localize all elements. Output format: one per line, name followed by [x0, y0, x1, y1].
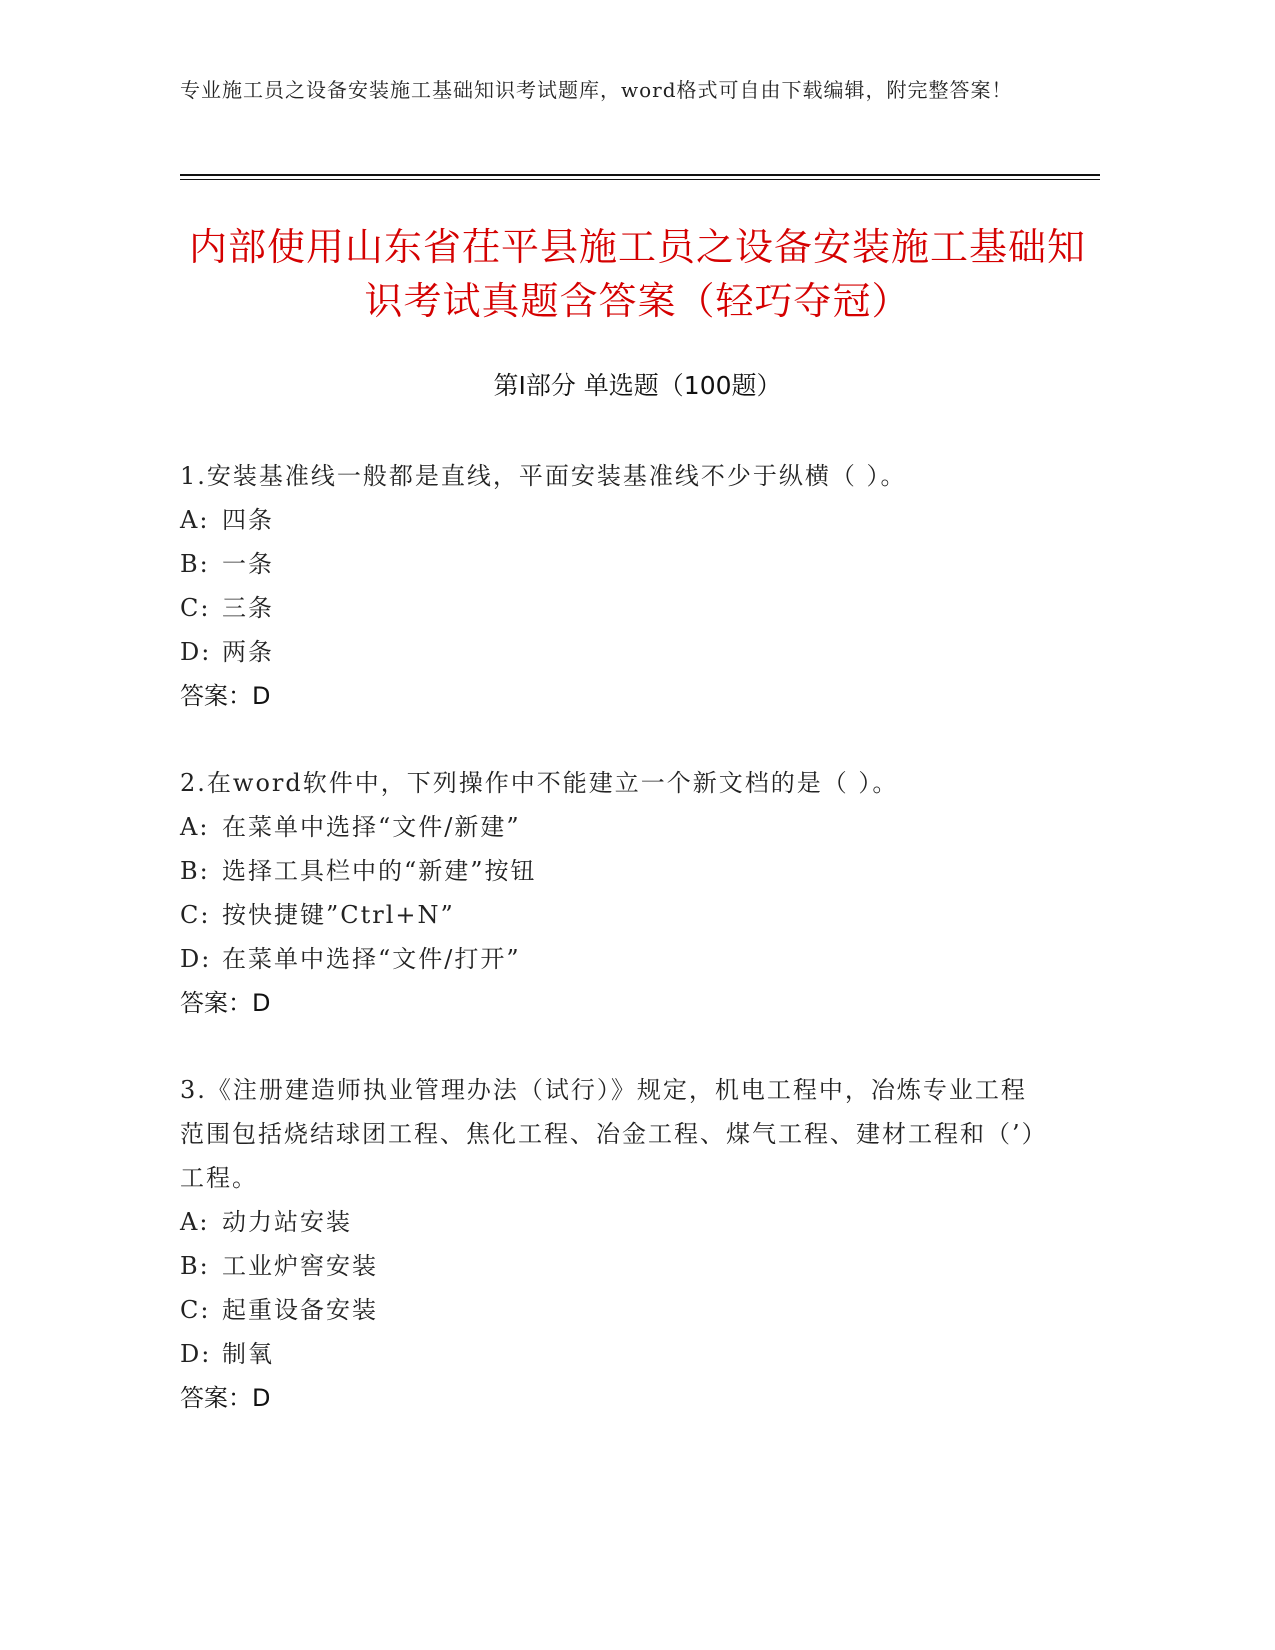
option-c	[180, 586, 1040, 630]
option-text: 制氧	[222, 1340, 274, 1368]
option-key: B:	[180, 550, 210, 578]
option-key: D:	[180, 945, 212, 973]
option-text: 工业炉窖安装	[222, 1252, 378, 1280]
option-d	[180, 1332, 1040, 1376]
option-c	[180, 893, 1040, 937]
option-key: D:	[180, 638, 212, 666]
option-text: 起重设备安装	[222, 1296, 378, 1324]
option-text: 选择工具栏中的“新建”按钮	[222, 857, 537, 885]
option-d	[180, 937, 1040, 981]
option-key: C:	[180, 1296, 211, 1324]
answer-line: 答案：D	[180, 1384, 271, 1412]
option-key: B:	[180, 1252, 210, 1280]
question-stem: 2.在word软件中，下列操作中不能建立一个新文档的是（ ）。	[180, 769, 899, 797]
header-divider-thick	[180, 174, 1100, 176]
option-d	[180, 630, 1040, 674]
question-list	[180, 454, 1040, 1463]
option-key: C:	[180, 594, 211, 622]
option-text: 按快捷键”Ctrl+N”	[222, 901, 455, 929]
option-key: C:	[180, 901, 211, 929]
option-text: 三条	[222, 594, 274, 622]
option-b	[180, 849, 1040, 893]
option-a	[180, 805, 1040, 849]
document-title: 内部使用山东省茌平县施工员之设备安装施工基础知识考试真题含答案（轻巧夺冠）	[188, 225, 1086, 323]
question-3	[180, 1068, 1040, 1420]
option-a	[180, 1200, 1040, 1244]
header-divider-thin	[180, 179, 1100, 180]
option-key: A:	[180, 813, 210, 841]
option-a	[180, 498, 1040, 542]
question-stem: 3.《注册建造师执业管理办法（试行）》规定，机电工程中，冶炼专业工程范围包括烧结球团工程、焦化工程、冶金工程、煤气工程、建材工程和（’）工程。	[180, 1076, 1036, 1192]
answer-line: 答案：D	[180, 989, 271, 1017]
option-text: 在菜单中选择“文件/新建”	[222, 813, 521, 841]
question-stem: 1.安装基准线一般都是直线，平面安装基准线不少于纵横（ ）。	[180, 462, 907, 490]
option-text: 动力站安装	[222, 1208, 352, 1236]
question-1	[180, 454, 1040, 718]
question-2	[180, 761, 1040, 1025]
option-text: 四条	[222, 506, 274, 534]
option-text: 两条	[222, 638, 274, 666]
option-key: A:	[180, 1208, 210, 1236]
option-key: A:	[180, 506, 210, 534]
option-key: B:	[180, 857, 210, 885]
answer-line: 答案：D	[180, 682, 271, 710]
option-text: 一条	[222, 550, 274, 578]
option-b	[180, 1244, 1040, 1288]
option-c	[180, 1288, 1040, 1332]
section-title: 第Ⅰ部分 单选题（100题）	[493, 371, 782, 400]
header-note: 专业施工员之设备安装施工基础知识考试题库，word格式可自由下载编辑，附完整答案！	[180, 78, 1013, 102]
option-key: D:	[180, 1340, 212, 1368]
option-text: 在菜单中选择“文件/打开”	[222, 945, 521, 973]
option-b	[180, 542, 1040, 586]
